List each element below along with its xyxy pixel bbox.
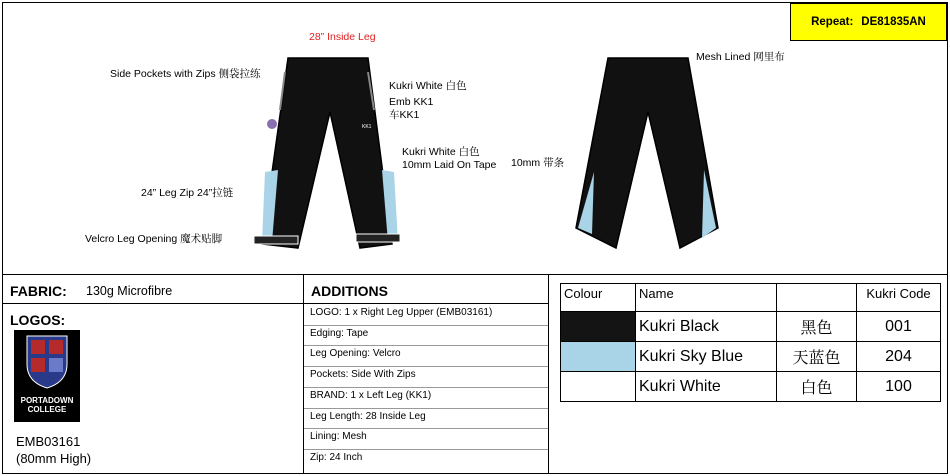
additions-item: Leg Length: 28 Inside Leg (310, 410, 426, 422)
logos-label: LOGOS: (10, 312, 66, 328)
logo-size: (80mm High) (16, 451, 92, 466)
velcro-annotation: Velcro Leg Opening 魔术贴脚 (85, 233, 223, 245)
additions-item: Pockets: Side With Zips (310, 369, 416, 381)
colour-cn: 黑色 (777, 312, 857, 342)
svg-text:KK1: KK1 (362, 124, 372, 130)
additions-row-divider (304, 345, 548, 346)
logo-emblem-icon (267, 119, 277, 129)
mesh-lined-annotation: Mesh Lined 网里布 (696, 51, 785, 63)
kukri-white-annotation: Kukri White 白色 (389, 80, 467, 92)
colour-swatch (561, 372, 636, 402)
colour-name: Kukri White (636, 372, 777, 402)
additions-item: Leg Opening: Velcro (310, 348, 401, 360)
header-name: Name (636, 284, 777, 312)
laid-tape-annotation: 10mm Laid On Tape (402, 159, 497, 171)
leg-zip-annotation: 24” Leg Zip 24”拉链 (141, 187, 234, 199)
colour-name: Kukri Black (636, 312, 777, 342)
repeat-box (790, 3, 947, 41)
table-row (561, 372, 941, 402)
repeat-label: Repeat: (811, 16, 854, 28)
fabric-divider (2, 303, 303, 304)
additions-row-divider (304, 325, 548, 326)
side-pockets-annotation: Side Pockets with Zips 侧袋拉练 (110, 68, 261, 80)
colour-table (560, 283, 941, 402)
section-divider (2, 274, 948, 275)
header-cn (777, 284, 857, 312)
additions-divider (303, 303, 548, 304)
additions-label: ADDITIONS (311, 283, 388, 299)
colour-code: 001 (857, 312, 941, 342)
table-row (561, 312, 941, 342)
colour-cn: 天蓝色 (777, 342, 857, 372)
additions-row-divider (304, 428, 548, 429)
additions-row-divider (304, 366, 548, 367)
colour-swatch (561, 312, 636, 342)
logo-text-1: PORTADOWN (20, 396, 74, 405)
additions-item: LOGO: 1 x Right Leg Upper (EMB03161) (310, 307, 493, 318)
header-colour: Colour (561, 284, 636, 312)
fabric-label: FABRIC: (10, 283, 67, 299)
colour-code: 204 (857, 342, 941, 372)
colour-name: Kukri Sky Blue (636, 342, 777, 372)
crest-icon (14, 330, 80, 392)
logo-code: EMB03161 (16, 434, 81, 449)
column-divider-2 (548, 274, 549, 474)
colour-cn: 白色 (777, 372, 857, 402)
table-row (561, 342, 941, 372)
portadown-college-logo (14, 330, 80, 422)
column-divider-1 (303, 274, 304, 474)
back-pants-drawing (568, 52, 728, 252)
kukri-white-tape-annotation: Kukri White 白色 (402, 146, 480, 158)
inside-leg-annotation: 28” Inside Leg (309, 31, 376, 43)
additions-item: Zip: 24 Inch (310, 451, 363, 463)
additions-item: Lining: Mesh (310, 431, 367, 443)
additions-row-divider (304, 449, 548, 450)
fabric-value: 130g Microfibre (86, 284, 173, 298)
additions-item: Edging: Tape (310, 327, 369, 339)
colour-table-header (561, 284, 941, 312)
additions-row-divider (304, 408, 548, 409)
emb-kk1-annotation: Emb KK1 (389, 96, 434, 108)
repeat-code: DE81835AN (861, 16, 926, 28)
logo-text-2: COLLEGE (27, 405, 67, 414)
additions-item: BRAND: 1 x Left Leg (KK1) (310, 389, 432, 401)
colour-code: 100 (857, 372, 941, 402)
additions-row-divider (304, 387, 548, 388)
header-code: Kukri Code (857, 284, 941, 312)
front-pants-drawing (250, 52, 410, 252)
che-kk1-annotation: 车KK1 (389, 109, 420, 121)
tape-annotation: 10mm 带条 (511, 157, 565, 169)
colour-swatch (561, 342, 636, 372)
